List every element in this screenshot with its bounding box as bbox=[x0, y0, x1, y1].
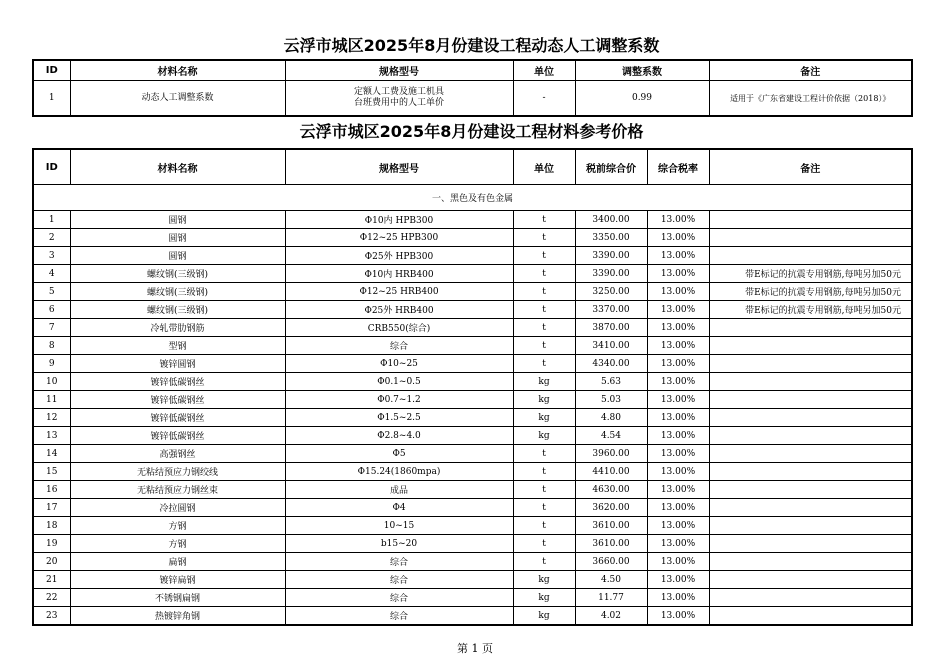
cell-note bbox=[709, 553, 912, 571]
cell-name: 型钢 bbox=[70, 337, 285, 355]
cell-unit: kg bbox=[513, 427, 575, 445]
cell-tax: 13.00% bbox=[647, 445, 709, 463]
cell-tax: 13.00% bbox=[647, 535, 709, 553]
header-id: ID bbox=[33, 149, 70, 185]
cell-name: 冷轧带肋钢筋 bbox=[70, 319, 285, 337]
adjustment-table bbox=[32, 59, 913, 117]
materials-title: 云浮市城区2025年8月份建设工程材料参考价格 bbox=[299, 122, 644, 141]
cell-price: 5.03 bbox=[575, 391, 647, 409]
cell-note bbox=[709, 535, 912, 553]
cell-price: 3350.00 bbox=[575, 229, 647, 247]
cell-note bbox=[709, 355, 912, 373]
cell-unit: t bbox=[513, 301, 575, 319]
cell-price: 11.77 bbox=[575, 589, 647, 607]
header-unit: 单位 bbox=[513, 60, 575, 81]
cell-id: 23 bbox=[33, 607, 70, 626]
cell-note bbox=[709, 427, 912, 445]
cell-spec: 成品 bbox=[285, 481, 513, 499]
cell-note bbox=[709, 589, 912, 607]
table-row bbox=[33, 535, 912, 553]
cell-unit: kg bbox=[513, 391, 575, 409]
cell-tax: 13.00% bbox=[647, 211, 709, 229]
cell-note bbox=[709, 481, 912, 499]
cell-tax: 13.00% bbox=[647, 265, 709, 283]
cell-price: 4410.00 bbox=[575, 463, 647, 481]
cell-name: 镀锌低碳钢丝 bbox=[70, 373, 285, 391]
cell-name: 圆钢 bbox=[70, 229, 285, 247]
cell-spec: Φ10内 HRB400 bbox=[285, 265, 513, 283]
table-row bbox=[33, 391, 912, 409]
cell-id: 14 bbox=[33, 445, 70, 463]
header-name: 材料名称 bbox=[70, 60, 285, 81]
table-row bbox=[33, 283, 912, 301]
header-spec: 规格型号 bbox=[285, 149, 513, 185]
header-tax: 综合税率 bbox=[647, 149, 709, 185]
cell-spec: 10~15 bbox=[285, 517, 513, 535]
cell-spec: Φ2.8~4.0 bbox=[285, 427, 513, 445]
table-row bbox=[33, 211, 912, 229]
cell-tax: 13.00% bbox=[647, 427, 709, 445]
table-row bbox=[33, 589, 912, 607]
cell-name: 高强钢丝 bbox=[70, 445, 285, 463]
cell-id: 17 bbox=[33, 499, 70, 517]
cell-note bbox=[709, 571, 912, 589]
cell-id: 6 bbox=[33, 301, 70, 319]
cell-spec: Φ4 bbox=[285, 499, 513, 517]
cell-spec: Φ15.24(1860mpa) bbox=[285, 463, 513, 481]
cell-note: 带E标记的抗震专用钢筋,每吨另加50元 bbox=[709, 283, 912, 301]
header-price: 税前综合价 bbox=[575, 149, 647, 185]
cell-name: 镀锌低碳钢丝 bbox=[70, 409, 285, 427]
cell-price: 4.54 bbox=[575, 427, 647, 445]
cell-coefficient: 0.99 bbox=[575, 81, 709, 117]
cell-unit: t bbox=[513, 445, 575, 463]
cell-id: 1 bbox=[33, 81, 70, 117]
cell-unit: kg bbox=[513, 607, 575, 626]
cell-unit: kg bbox=[513, 589, 575, 607]
cell-note bbox=[709, 445, 912, 463]
cell-id: 4 bbox=[33, 265, 70, 283]
cell-id: 11 bbox=[33, 391, 70, 409]
cell-price: 3250.00 bbox=[575, 283, 647, 301]
cell-unit: - bbox=[513, 81, 575, 117]
cell-price: 4340.00 bbox=[575, 355, 647, 373]
cell-id: 7 bbox=[33, 319, 70, 337]
cell-id: 9 bbox=[33, 355, 70, 373]
cell-name: 螺纹钢(三级钢) bbox=[70, 283, 285, 301]
cell-note bbox=[709, 499, 912, 517]
cell-tax: 13.00% bbox=[647, 553, 709, 571]
cell-name: 镀锌圆钢 bbox=[70, 355, 285, 373]
cell-price: 4.50 bbox=[575, 571, 647, 589]
cell-spec: Φ25外 HRB400 bbox=[285, 301, 513, 319]
cell-spec: Φ10~25 bbox=[285, 355, 513, 373]
section-heading: 一、黑色及有色金属 bbox=[33, 185, 912, 211]
cell-note bbox=[709, 463, 912, 481]
table-row bbox=[33, 481, 912, 499]
cell-spec: CRB550(综合) bbox=[285, 319, 513, 337]
table-row bbox=[33, 265, 912, 283]
header-spec: 规格型号 bbox=[285, 60, 513, 81]
cell-spec: Φ12~25 HPB300 bbox=[285, 229, 513, 247]
cell-id: 21 bbox=[33, 571, 70, 589]
cell-tax: 13.00% bbox=[647, 589, 709, 607]
cell-name: 方钢 bbox=[70, 517, 285, 535]
cell-note bbox=[709, 229, 912, 247]
cell-unit: t bbox=[513, 517, 575, 535]
cell-unit: t bbox=[513, 355, 575, 373]
cell-tax: 13.00% bbox=[647, 607, 709, 626]
cell-spec bbox=[285, 81, 513, 117]
cell-unit: t bbox=[513, 283, 575, 301]
table-row bbox=[33, 301, 912, 319]
cell-price: 3370.00 bbox=[575, 301, 647, 319]
spec-line-2: 台班费用中的人工单价 bbox=[353, 98, 444, 108]
cell-price: 4.02 bbox=[575, 607, 647, 626]
cell-unit: t bbox=[513, 553, 575, 571]
cell-unit: t bbox=[513, 481, 575, 499]
cell-name: 不锈钢扁钢 bbox=[70, 589, 285, 607]
table-row bbox=[33, 463, 912, 481]
table-row bbox=[33, 337, 912, 355]
table-row bbox=[33, 409, 912, 427]
section-row bbox=[33, 185, 912, 211]
cell-note bbox=[709, 391, 912, 409]
cell-tax: 13.00% bbox=[647, 355, 709, 373]
cell-price: 3960.00 bbox=[575, 445, 647, 463]
cell-unit: t bbox=[513, 535, 575, 553]
table-row bbox=[33, 427, 912, 445]
cell-name: 热镀锌角钢 bbox=[70, 607, 285, 626]
cell-id: 12 bbox=[33, 409, 70, 427]
cell-price: 3610.00 bbox=[575, 517, 647, 535]
cell-tax: 13.00% bbox=[647, 301, 709, 319]
cell-name: 镀锌扁钢 bbox=[70, 571, 285, 589]
cell-id: 3 bbox=[33, 247, 70, 265]
table-row bbox=[33, 607, 912, 626]
cell-note bbox=[709, 607, 912, 626]
cell-id: 15 bbox=[33, 463, 70, 481]
cell-unit: t bbox=[513, 337, 575, 355]
cell-unit: t bbox=[513, 211, 575, 229]
cell-price: 3620.00 bbox=[575, 499, 647, 517]
cell-note: 适用于《广东省建设工程计价依据（2018）》 bbox=[709, 81, 912, 117]
cell-tax: 13.00% bbox=[647, 499, 709, 517]
cell-unit: kg bbox=[513, 409, 575, 427]
cell-spec: Φ12~25 HRB400 bbox=[285, 283, 513, 301]
cell-unit: t bbox=[513, 229, 575, 247]
cell-id: 8 bbox=[33, 337, 70, 355]
materials-table bbox=[32, 148, 913, 626]
cell-price: 3390.00 bbox=[575, 265, 647, 283]
cell-price: 3390.00 bbox=[575, 247, 647, 265]
cell-tax: 13.00% bbox=[647, 391, 709, 409]
materials-header-row bbox=[33, 149, 912, 185]
cell-name: 无粘结预应力钢丝束 bbox=[70, 481, 285, 499]
cell-price: 3660.00 bbox=[575, 553, 647, 571]
cell-unit: kg bbox=[513, 373, 575, 391]
cell-name: 方钢 bbox=[70, 535, 285, 553]
cell-note bbox=[709, 211, 912, 229]
cell-id: 18 bbox=[33, 517, 70, 535]
cell-spec: 综合 bbox=[285, 571, 513, 589]
cell-name: 动态人工调整系数 bbox=[70, 81, 285, 117]
cell-name: 螺纹钢(三级钢) bbox=[70, 265, 285, 283]
cell-unit: t bbox=[513, 247, 575, 265]
table-row bbox=[33, 355, 912, 373]
cell-tax: 13.00% bbox=[647, 337, 709, 355]
cell-note: 带E标记的抗震专用钢筋,每吨另加50元 bbox=[709, 301, 912, 319]
cell-name: 冷拉圆钢 bbox=[70, 499, 285, 517]
cell-unit: t bbox=[513, 499, 575, 517]
cell-name: 圆钢 bbox=[70, 247, 285, 265]
page-footer: 第 1 页 bbox=[457, 642, 493, 655]
cell-tax: 13.00% bbox=[647, 247, 709, 265]
cell-price: 4630.00 bbox=[575, 481, 647, 499]
cell-spec: Φ1.5~2.5 bbox=[285, 409, 513, 427]
cell-id: 13 bbox=[33, 427, 70, 445]
cell-unit: t bbox=[513, 463, 575, 481]
adjustment-title: 云浮市城区2025年8月份建设工程动态人工调整系数 bbox=[283, 36, 660, 55]
cell-tax: 13.00% bbox=[647, 229, 709, 247]
cell-id: 20 bbox=[33, 553, 70, 571]
header-note: 备注 bbox=[709, 60, 912, 81]
cell-note bbox=[709, 409, 912, 427]
cell-unit: t bbox=[513, 319, 575, 337]
table-row bbox=[33, 571, 912, 589]
cell-price: 4.80 bbox=[575, 409, 647, 427]
cell-id: 1 bbox=[33, 211, 70, 229]
header-id: ID bbox=[33, 60, 70, 81]
table-row bbox=[33, 319, 912, 337]
cell-spec: 综合 bbox=[285, 553, 513, 571]
cell-note bbox=[709, 337, 912, 355]
cell-tax: 13.00% bbox=[647, 319, 709, 337]
cell-id: 5 bbox=[33, 283, 70, 301]
cell-tax: 13.00% bbox=[647, 517, 709, 535]
cell-id: 16 bbox=[33, 481, 70, 499]
header-note: 备注 bbox=[709, 149, 912, 185]
cell-price: 3610.00 bbox=[575, 535, 647, 553]
adjustment-row bbox=[33, 81, 912, 117]
cell-tax: 13.00% bbox=[647, 373, 709, 391]
adjustment-header-row bbox=[33, 60, 912, 81]
table-row bbox=[33, 499, 912, 517]
table-row bbox=[33, 445, 912, 463]
cell-note bbox=[709, 517, 912, 535]
table-row bbox=[33, 517, 912, 535]
cell-tax: 13.00% bbox=[647, 463, 709, 481]
header-name: 材料名称 bbox=[70, 149, 285, 185]
cell-name: 扁钢 bbox=[70, 553, 285, 571]
header-unit: 单位 bbox=[513, 149, 575, 185]
cell-spec: 综合 bbox=[285, 589, 513, 607]
cell-name: 镀锌低碳钢丝 bbox=[70, 391, 285, 409]
cell-tax: 13.00% bbox=[647, 409, 709, 427]
cell-spec: b15~20 bbox=[285, 535, 513, 553]
cell-unit: t bbox=[513, 265, 575, 283]
cell-price: 3410.00 bbox=[575, 337, 647, 355]
cell-spec: Φ0.1~0.5 bbox=[285, 373, 513, 391]
cell-tax: 13.00% bbox=[647, 283, 709, 301]
cell-spec: Φ0.7~1.2 bbox=[285, 391, 513, 409]
cell-price: 3870.00 bbox=[575, 319, 647, 337]
table-row bbox=[33, 247, 912, 265]
cell-id: 10 bbox=[33, 373, 70, 391]
table-row bbox=[33, 229, 912, 247]
cell-tax: 13.00% bbox=[647, 571, 709, 589]
cell-name: 螺纹钢(三级钢) bbox=[70, 301, 285, 319]
table-row bbox=[33, 553, 912, 571]
spec-line-1: 定额人工费及施工机具 bbox=[353, 87, 444, 97]
cell-name: 无粘结预应力钢绞线 bbox=[70, 463, 285, 481]
cell-id: 2 bbox=[33, 229, 70, 247]
cell-name: 圆钢 bbox=[70, 211, 285, 229]
cell-id: 22 bbox=[33, 589, 70, 607]
cell-note: 带E标记的抗震专用钢筋,每吨另加50元 bbox=[709, 265, 912, 283]
cell-price: 3400.00 bbox=[575, 211, 647, 229]
cell-note bbox=[709, 373, 912, 391]
cell-spec: Φ10内 HPB300 bbox=[285, 211, 513, 229]
cell-price: 5.63 bbox=[575, 373, 647, 391]
cell-spec: 综合 bbox=[285, 337, 513, 355]
cell-id: 19 bbox=[33, 535, 70, 553]
header-coefficient: 调整系数 bbox=[575, 60, 709, 81]
cell-tax: 13.00% bbox=[647, 481, 709, 499]
cell-spec: Φ5 bbox=[285, 445, 513, 463]
table-row bbox=[33, 373, 912, 391]
cell-note bbox=[709, 319, 912, 337]
cell-spec: 综合 bbox=[285, 607, 513, 626]
cell-name: 镀锌低碳钢丝 bbox=[70, 427, 285, 445]
cell-note bbox=[709, 247, 912, 265]
cell-unit: kg bbox=[513, 571, 575, 589]
cell-spec: Φ25外 HPB300 bbox=[285, 247, 513, 265]
